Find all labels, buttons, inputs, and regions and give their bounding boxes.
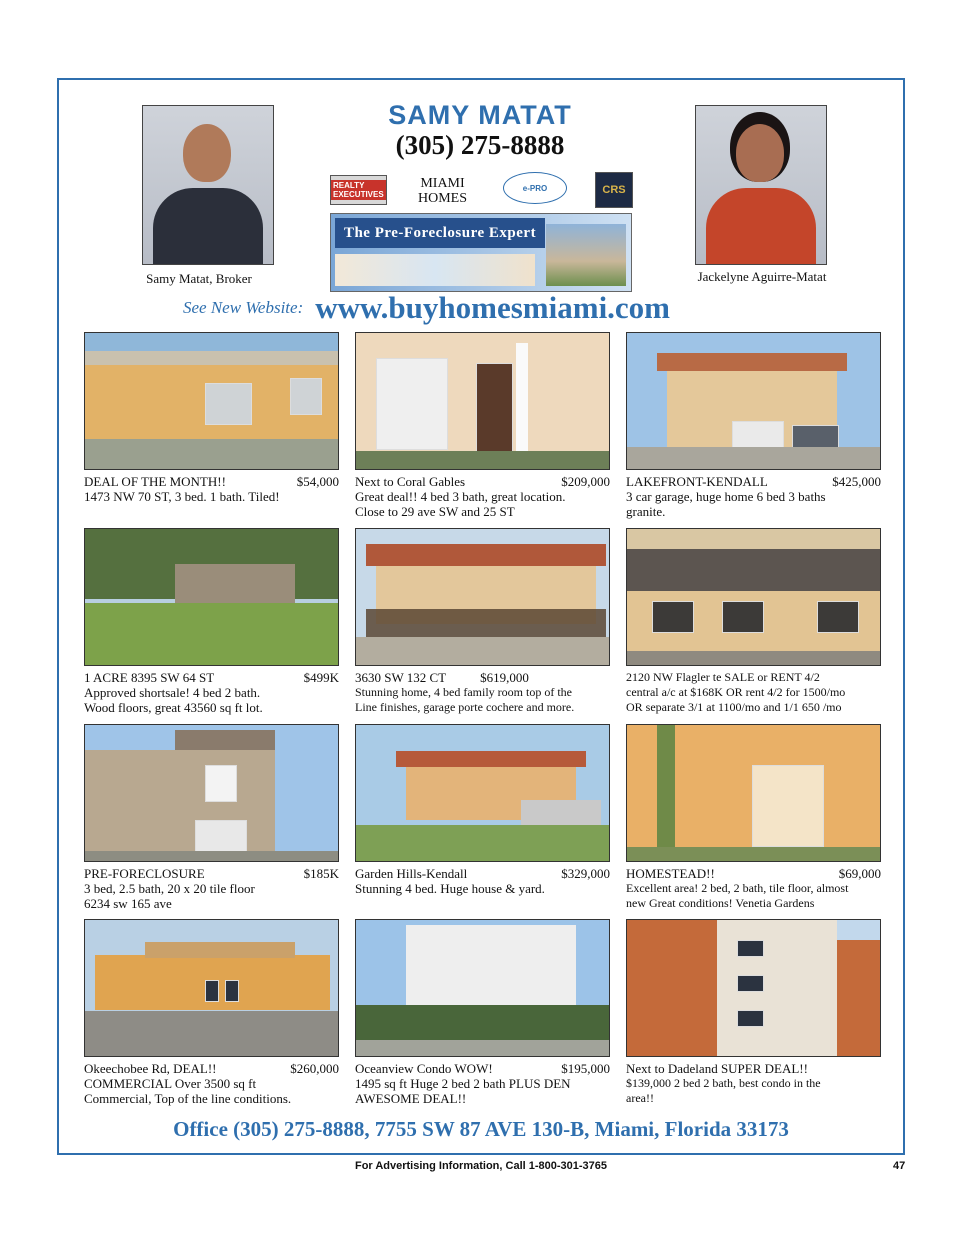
listing-photo [626, 528, 881, 666]
listing-title: 2120 NW Flagler te SALE or RENT 4/2 [626, 670, 820, 684]
listing-photo [355, 528, 610, 666]
listing-detail: granite. [626, 504, 666, 519]
listing-photo [626, 919, 881, 1057]
listing-photo [626, 724, 881, 862]
listing-title: 3630 SW 132 CT [355, 670, 447, 685]
listing-detail: 3 bed, 2.5 bath, 20 x 20 tile floor [84, 881, 255, 896]
listing-photo [355, 332, 610, 470]
listing-detail: Commercial, Top of the line conditions. [84, 1091, 292, 1106]
pre-foreclosure-banner [330, 213, 632, 292]
website-label: See New Website: [183, 298, 304, 317]
brand-name: SAMY MATAT [388, 100, 572, 130]
brand-phone: (305) 275-8888 [395, 130, 565, 160]
listing-card [626, 724, 881, 911]
listing-title: Okeechobee Rd, DEAL!! [84, 1061, 217, 1076]
listing-detail: Approved shortsale! 4 bed 2 bath. [84, 685, 261, 700]
banner-photo-strip [335, 254, 535, 286]
listing-price: $619,000 [480, 670, 529, 685]
listing-detail: central a/c at $168K OR rent 4/2 for 1500/mo [626, 685, 846, 699]
listing-detail: AWESOME DEAL!! [355, 1091, 467, 1106]
listing-title: Oceanview Condo WOW! [355, 1061, 493, 1076]
listing-price: $209,000 [561, 474, 610, 489]
listing-detail: Close to 29 ave SW and 25 ST [355, 504, 515, 519]
listing-card [626, 528, 881, 715]
listing-detail: Stunning 4 bed. Huge house & yard. [355, 881, 545, 896]
listing-card [84, 724, 339, 911]
listing-price: $260,000 [290, 1061, 339, 1076]
listing-title: Next to Coral Gables [355, 474, 466, 489]
listing-card [84, 528, 339, 715]
broker-caption: Samy Matat, Broker [146, 271, 252, 286]
listing-title: Garden Hills-Kendall [355, 866, 468, 881]
listing-price: $54,000 [296, 474, 339, 489]
listing-price: $329,000 [561, 866, 610, 881]
listing-detail: 6234 sw 165 ave [84, 896, 172, 911]
listing-detail: area!! [626, 1091, 654, 1105]
listing-card [355, 332, 610, 519]
listing-photo [355, 919, 610, 1057]
listing-detail: 1495 sq ft Huge 2 bed 2 bath PLUS DEN [355, 1076, 571, 1091]
listing-photo [84, 332, 339, 470]
broker-photo [142, 105, 274, 265]
listing-card [355, 528, 610, 715]
listing-detail: Stunning home, 4 bed family room top of the [355, 685, 572, 699]
listing-detail: OR separate 3/1 at 1100/mo and 1/1 650 /mo [626, 700, 842, 714]
listing-photo [626, 332, 881, 470]
miami-homes-logo: MIAMI HOMES [417, 176, 467, 206]
listing-detail: COMMERCIAL Over 3500 sq ft [84, 1076, 257, 1091]
listing-detail: Excellent area! 2 bed, 2 bath, tile floor, almost [626, 881, 849, 895]
crs-logo: CRS [595, 172, 633, 208]
listing-card [355, 919, 610, 1106]
listing-detail: Line finishes, garage porte cochere and more. [355, 700, 575, 714]
listing-detail: $139,000 2 bed 2 bath, best condo in the [626, 1076, 821, 1090]
associate-photo [695, 105, 827, 265]
listing-detail: Wood floors, great 43560 sq ft lot. [84, 700, 263, 715]
listing-detail: 3 car garage, huge home 6 bed 3 baths [626, 489, 826, 504]
office-contact: Office (305) 275-8888, 7755 SW 87 AVE 130-B, Miami, Florida 33173 [173, 1117, 789, 1141]
banner-house-image [546, 224, 626, 286]
listing-detail: Great deal!! 4 bed 3 bath, great location. [355, 489, 566, 504]
website-url[interactable]: www.buyhomesmiami.com [315, 290, 671, 325]
epro-logo: e-PRO [503, 172, 567, 204]
listing-price: $69,000 [838, 866, 881, 881]
realty-executives-logo: REALTY EXECUTIVES [330, 175, 387, 205]
listing-photo [355, 724, 610, 862]
listing-detail: 1473 NW 70 ST, 3 bed. 1 bath. Tiled! [84, 489, 280, 504]
listing-title: HOMESTEAD!! [626, 866, 715, 881]
website-row [183, 290, 783, 326]
listing-price: $499K [303, 670, 339, 685]
listing-card [626, 332, 881, 519]
listing-card [355, 724, 610, 896]
listing-price: $195,000 [561, 1061, 610, 1076]
banner-title: The Pre-Foreclosure Expert [335, 218, 545, 248]
listing-title: 1 ACRE 8395 SW 64 ST [84, 670, 215, 685]
listing-photo [84, 919, 339, 1057]
listing-title: DEAL OF THE MONTH!! [84, 474, 226, 489]
listing-title: Next to Dadeland SUPER DEAL!! [626, 1061, 808, 1076]
page-number: 47 [893, 1160, 906, 1172]
listing-price: $185K [303, 866, 339, 881]
advertising-footer: For Advertising Information, Call 1-800-301-3765 [354, 1160, 608, 1172]
listing-card [84, 919, 339, 1106]
listing-title: LAKEFRONT-KENDALL [626, 474, 768, 489]
listing-photo [84, 724, 339, 862]
listing-card [626, 919, 881, 1106]
listing-title: PRE-FORECLOSURE [84, 866, 205, 881]
associate-caption: Jackelyne Aguirre-Matat [697, 269, 827, 284]
listing-price: $425,000 [832, 474, 881, 489]
listing-detail: new Great conditions! Venetia Gardens [626, 896, 815, 910]
listing-photo [84, 528, 339, 666]
listing-card [84, 332, 339, 504]
